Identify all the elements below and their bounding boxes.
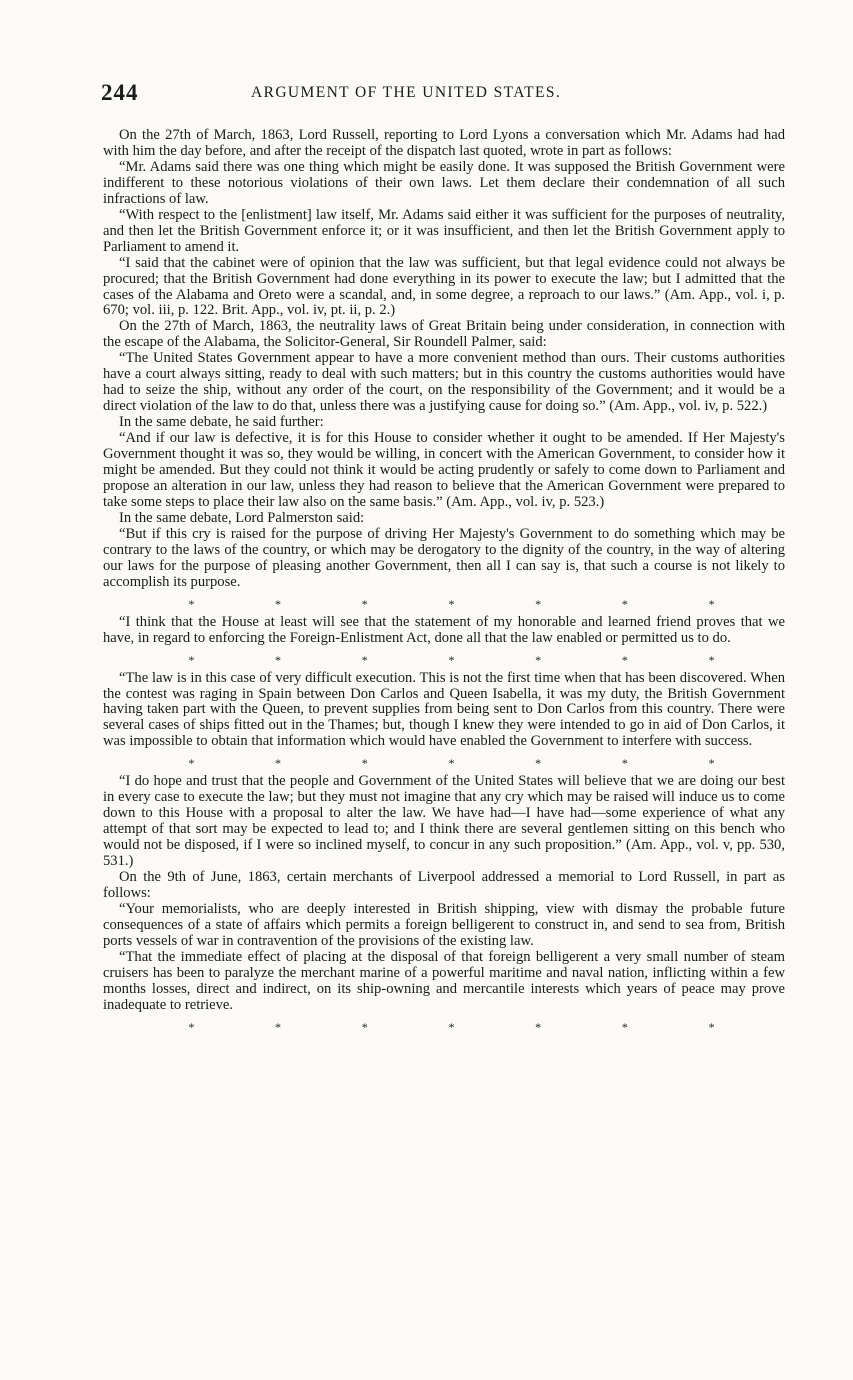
paragraph: “I do hope and trust that the people and Government of the United States will believe that we are doing our best in every case to execute the law; but they must not imagine that any cry which may be raised will induce us to come down to this House with a proposal to alter the law. We have had—I have had—some experience of what any attempt of that sort may be expected to lead to; and I think there are several gentlemen sitting on this bench who would not be disposed, if I were so inclined myself, to concur in any such proposition.” (Am. App., vol. v, pp. 530, 531.) (103, 773, 785, 870)
paragraph: On the 27th of March, 1863, the neutrality laws of Great Britain being under consideration, in connection with the escape of the Alabama, the Solicitor-General, Sir Roundell Palmer, said: (103, 318, 785, 351)
star-mark: * (188, 652, 195, 667)
star-mark: * (275, 652, 282, 667)
star-mark: * (448, 1019, 455, 1034)
star-mark: * (621, 596, 628, 611)
star-mark: * (708, 1019, 715, 1034)
star-mark: * (708, 756, 715, 771)
star-mark: * (535, 652, 542, 667)
page-number: 244 (101, 80, 139, 105)
ellipsis-stars (103, 755, 785, 771)
star-mark: * (621, 1019, 628, 1034)
star-mark: * (275, 756, 282, 771)
ellipsis-stars (103, 652, 785, 668)
paragraph: “But if this cry is raised for the purpose of driving Her Majesty's Government to do something which may be contrary to the laws of the country, or which may be derogatory to the dignity of the country, in the way of altering our laws for the purpose of pleasing another Government, then all I can say is, that such a course is not likely to accomplish its purpose. (103, 525, 785, 590)
paragraph: “Mr. Adams said there was one thing which might be easily done. It was supposed the British Government were indifferent to these notorious violations of their own laws. Let them declare their condemnation of all such infractions of law. (103, 158, 785, 207)
paragraph: “The United States Government appear to have a more convenient method than ours. Their customs authorities have a court always sitting, ready to deal with such matters; but in this country the customs authorities would have had to seize the ship, without any order of the court, on the responsibility of the Government; and it would be a direct violation of the law to do that, unless there was a justifying cause for doing so.” (Am. App., vol. iv, p. 522.) (103, 350, 785, 415)
star-mark: * (188, 596, 195, 611)
star-mark: * (448, 596, 455, 611)
paragraph: “I think that the House at least will see that the statement of my honorable and learned friend proves that we have, in regard to enforcing the Foreign-Enlistment Act, done all that the law enabled or permitted us to do. (103, 613, 785, 646)
paragraph: On the 9th of June, 1863, certain merchants of Liverpool addressed a memorial to Lord Russell, in part as follows: (103, 869, 785, 901)
page-header (101, 80, 791, 108)
paragraph: “The law is in this case of very difficult execution. This is not the first time when that has been discovered. When the contest was raging in Spain between Don Carlos and Queen Isabella, it was my duty, the British Government having taken part with the Queen, to prevent supplies from being sent to Don Carlos from this country. There were several cases of ships fitted out in the Thames; but, though I knew they were intended to go in aid of Don Carlos, it was impossible to obtain that information which would have enabled the Government to interfere with success. (103, 669, 785, 750)
star-mark: * (275, 596, 282, 611)
star-mark: * (448, 756, 455, 771)
star-mark: * (188, 756, 195, 771)
star-mark: * (535, 756, 542, 771)
star-mark: * (275, 1019, 282, 1034)
paragraph: “With respect to the [enlistment] law itself, Mr. Adams said either it was sufficient for the purposes of neutrality, and then let the British Government enforce it; or it was insufficient, and then let the British Government apply to Parliament to amend it. (103, 206, 785, 255)
paragraph: In the same debate, Lord Palmerston said: (119, 509, 365, 526)
star-mark: * (708, 652, 715, 667)
star-mark: * (188, 1019, 195, 1034)
paragraph: “Your memorialists, who are deeply interested in British shipping, view with dismay the probable future consequences of a state of affairs which permits a foreign belligerent to construct in, and send to sea from, British ports vessels of war in contravention of the provisions of the existing law. (103, 900, 785, 949)
running-title: ARGUMENT OF THE UNITED STATES. (251, 84, 562, 101)
paragraph: “And if our law is defective, it is for this House to consider whether it ought to be amended. If Her Majesty's Government thought it was so, they would be willing, in concert with the American Government, to consider how it might be amended. But they could not think it would be acting prudently or safely to come down to Parliament and propose an alteration in our law, unless they had reason to believe that the American Government were prepared to take some steps to place their law also on the same basis.” (Am. App., vol. iv, p. 523.) (103, 430, 785, 510)
paragraph: On the 27th of March, 1863, Lord Russell, reporting to Lord Lyons a conversation which Mr. Adams had had with him the day before, and after the receipt of the dispatch last quoted, wrote in part as follows: (103, 127, 785, 159)
ellipsis-stars (103, 1019, 785, 1035)
star-mark: * (621, 756, 628, 771)
body-text (103, 128, 785, 1038)
star-mark: * (361, 596, 368, 611)
star-mark: * (361, 1019, 368, 1034)
star-mark: * (535, 1019, 542, 1034)
star-mark: * (708, 596, 715, 611)
star-mark: * (621, 652, 628, 667)
paragraph: “I said that the cabinet were of opinion that the law was sufficient, but that legal evidence could not always be procured; that the British Government had done everything in its power to execute the law; but I admitted that the cases of the Alabama and Oreto were a scandal, and, in some degree, a reproach to our laws.” (Am. App., vol. i, p. 670; vol. iii, p. 122. Brit. App., vol. iv, pt. ii, p. 2.) (103, 254, 785, 319)
star-mark: * (361, 756, 368, 771)
star-mark: * (361, 652, 368, 667)
star-mark: * (535, 596, 542, 611)
paragraph: In the same debate, he said further: (119, 414, 324, 431)
paragraph: “That the immediate effect of placing at the disposal of that foreign belligerent a very small number of steam cruisers has been to paralyze the merchant marine of a powerful maritime and naval nation, inflicting within a few months losses, direct and indirect, on its ship-owning and mercantile interests which years of peace may prove inadequate to retrieve. (103, 948, 785, 1013)
star-mark: * (448, 652, 455, 667)
ellipsis-stars (103, 596, 785, 612)
